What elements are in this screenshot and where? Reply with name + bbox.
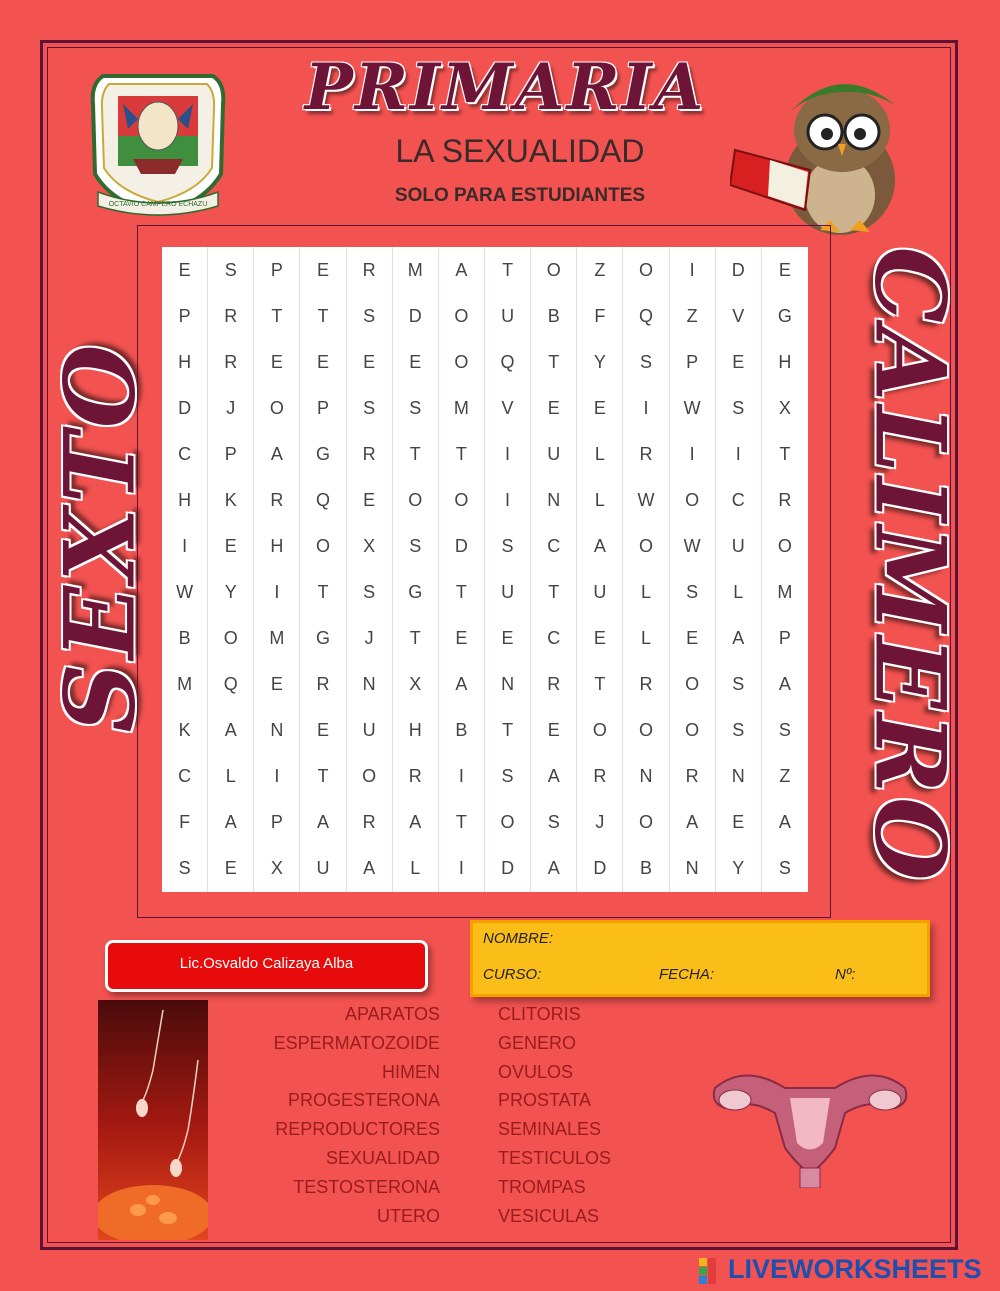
grid-cell[interactable]: D: [162, 385, 208, 431]
grid-cell[interactable]: E: [300, 247, 346, 293]
grid-cell[interactable]: N: [670, 846, 716, 892]
grid-cell[interactable]: D: [393, 293, 439, 339]
grid-cell[interactable]: S: [162, 846, 208, 892]
grid-cell[interactable]: E: [577, 616, 623, 662]
grid-cell[interactable]: P: [778, 628, 791, 649]
grid-cell[interactable]: B: [162, 616, 208, 662]
grid-cell[interactable]: E: [439, 616, 485, 662]
grid-cell[interactable]: H: [162, 477, 208, 523]
grid-cell[interactable]: T: [485, 708, 531, 754]
school-crest-logo: [83, 64, 233, 222]
grid-cell[interactable]: E: [778, 259, 791, 280]
grid-cell[interactable]: A: [439, 247, 485, 293]
grid-cell[interactable]: R: [347, 800, 393, 846]
grid-cell[interactable]: I: [670, 247, 716, 293]
grid-cell[interactable]: O: [623, 523, 669, 569]
grid-cell[interactable]: T: [439, 570, 485, 616]
word-list-item: TESTOSTERONA: [293, 1176, 440, 1197]
grid-cell[interactable]: A: [531, 754, 577, 800]
grid-cell[interactable]: T: [439, 431, 485, 477]
grid-cell[interactable]: S: [670, 570, 716, 616]
word-search-grid: [162, 247, 808, 892]
grid-cell[interactable]: X: [254, 846, 300, 892]
grid-cell[interactable]: X: [393, 662, 439, 708]
grid-cell[interactable]: G: [300, 616, 346, 662]
grid-cell[interactable]: O: [670, 662, 716, 708]
grid-cell[interactable]: W: [670, 523, 716, 569]
grid-cell[interactable]: N: [531, 477, 577, 523]
grid-cell[interactable]: T: [531, 339, 577, 385]
grid-cell[interactable]: T: [393, 431, 439, 477]
grid-cell[interactable]: A: [300, 800, 346, 846]
word-list-item: ESPERMATOZOIDE: [273, 1032, 440, 1053]
grid-cell[interactable]: T: [300, 293, 346, 339]
grid-cell[interactable]: T: [485, 247, 531, 293]
grid-cell[interactable]: S: [623, 339, 669, 385]
grid-cell[interactable]: M: [393, 247, 439, 293]
grid-cell[interactable]: Y: [716, 846, 762, 892]
grid-cell[interactable]: M: [254, 616, 300, 662]
grid-cell[interactable]: E: [347, 477, 393, 523]
liveworksheets-logo-icon: [698, 1256, 728, 1286]
audience-note: SOLO PARA ESTUDIANTES: [394, 185, 646, 206]
word-list-item: SEMINALES: [498, 1119, 602, 1140]
course-label: CURSO:: [483, 966, 542, 983]
author-label: Lic.Osvaldo Calizaya Alba: [105, 940, 428, 992]
grid-cell[interactable]: E: [716, 339, 762, 385]
grid-cell[interactable]: B: [623, 846, 669, 892]
grid-cell[interactable]: O: [777, 535, 792, 556]
grid-cell[interactable]: R: [531, 662, 577, 708]
grid-cell[interactable]: T: [577, 662, 623, 708]
grid-cell[interactable]: S: [347, 293, 393, 339]
grid-cell[interactable]: T: [531, 570, 577, 616]
grid-cell[interactable]: M: [439, 385, 485, 431]
grid-cell[interactable]: O: [623, 247, 669, 293]
grid-cell[interactable]: R: [254, 477, 300, 523]
grid-cell[interactable]: O: [670, 477, 716, 523]
grid-cell[interactable]: I: [670, 431, 716, 477]
grid-cell[interactable]: M: [777, 582, 793, 603]
grid-cell[interactable]: I: [716, 431, 762, 477]
grid-cell[interactable]: S: [208, 247, 254, 293]
grid-cell[interactable]: W: [670, 385, 716, 431]
grid-cell[interactable]: P: [670, 339, 716, 385]
page-title: PRIMARIA: [304, 50, 706, 125]
grid-cell[interactable]: E: [254, 339, 300, 385]
grid-cell[interactable]: E: [162, 247, 208, 293]
grid-cell[interactable]: S: [393, 385, 439, 431]
grid-cell[interactable]: L: [577, 477, 623, 523]
word-list-item: VESICULAS: [498, 1205, 600, 1226]
grid-cell[interactable]: A: [670, 800, 716, 846]
grid-cell[interactable]: L: [393, 846, 439, 892]
grid-cell[interactable]: O: [300, 523, 346, 569]
grid-cell[interactable]: O: [531, 247, 577, 293]
grid-cell[interactable]: S: [716, 662, 762, 708]
grid-cell[interactable]: N: [347, 662, 393, 708]
grid-cell[interactable]: A: [254, 431, 300, 477]
grid-cell[interactable]: I: [623, 385, 669, 431]
grid-cell[interactable]: E: [670, 616, 716, 662]
grid-cell[interactable]: T: [300, 754, 346, 800]
grid-cell[interactable]: D: [485, 846, 531, 892]
uterus-illustration: [705, 1058, 915, 1188]
grid-cell[interactable]: O: [623, 800, 669, 846]
grid-cell[interactable]: O: [623, 708, 669, 754]
grid-cell[interactable]: Y: [208, 570, 254, 616]
word-list-item: TROMPAS: [498, 1176, 586, 1197]
grid-cell[interactable]: I: [254, 754, 300, 800]
grid-cell[interactable]: V: [716, 293, 762, 339]
grid-cell[interactable]: T: [779, 443, 791, 464]
grid-cell[interactable]: B: [439, 708, 485, 754]
grid-cell[interactable]: N: [623, 754, 669, 800]
grid-cell[interactable]: P: [208, 431, 254, 477]
grid-cell[interactable]: U: [716, 523, 762, 569]
grid-cell[interactable]: R: [347, 431, 393, 477]
grid-cell[interactable]: D: [439, 523, 485, 569]
grid-cell[interactable]: Q: [485, 339, 531, 385]
grid-cell[interactable]: P: [254, 800, 300, 846]
grid-cell[interactable]: H: [254, 523, 300, 569]
grid-cell[interactable]: S: [347, 385, 393, 431]
grid-cell[interactable]: R: [300, 662, 346, 708]
grid-cell[interactable]: R: [347, 247, 393, 293]
grid-cell[interactable]: R: [670, 754, 716, 800]
grid-cell[interactable]: E: [577, 385, 623, 431]
grid-cell[interactable]: O: [485, 800, 531, 846]
grid-cell[interactable]: I: [162, 523, 208, 569]
grid-cell[interactable]: U: [577, 570, 623, 616]
word-list-item: GENERO: [498, 1032, 577, 1053]
grid-cell[interactable]: A: [531, 846, 577, 892]
grid-cell[interactable]: E: [531, 708, 577, 754]
number-label: Nº:: [835, 966, 856, 983]
grid-cell[interactable]: U: [347, 708, 393, 754]
grid-cell[interactable]: W: [162, 570, 208, 616]
grid-cell[interactable]: I: [439, 846, 485, 892]
grid-cell[interactable]: R: [393, 754, 439, 800]
grid-cell[interactable]: G: [777, 305, 792, 326]
grid-cell[interactable]: U: [485, 293, 531, 339]
grid-cell[interactable]: S: [347, 570, 393, 616]
grid-cell[interactable]: N: [485, 662, 531, 708]
grid-cell[interactable]: I: [439, 754, 485, 800]
grid-cell[interactable]: A: [577, 523, 623, 569]
grid-cell[interactable]: P: [300, 385, 346, 431]
grid-cell[interactable]: T: [393, 616, 439, 662]
grid-cell[interactable]: R: [778, 489, 792, 510]
word-list-item: SEXUALIDAD: [325, 1147, 440, 1168]
grid-cell[interactable]: S: [485, 523, 531, 569]
grid-cell[interactable]: S: [393, 523, 439, 569]
grid-cell[interactable]: U: [531, 431, 577, 477]
grid-cell[interactable]: O: [393, 477, 439, 523]
worksheet-subtitle: LA SEXUALIDAD: [395, 133, 645, 169]
grid-cell[interactable]: S: [531, 800, 577, 846]
grid-cell[interactable]: Q: [300, 477, 346, 523]
grid-cell[interactable]: A: [208, 800, 254, 846]
grid-cell[interactable]: T: [300, 570, 346, 616]
grid-cell[interactable]: P: [162, 293, 208, 339]
side-label-calimero: CALIMERO: [853, 246, 967, 885]
grid-cell[interactable]: Q: [208, 662, 254, 708]
grid-cell[interactable]: K: [162, 708, 208, 754]
name-label: NOMBRE:: [483, 930, 554, 947]
grid-cell[interactable]: O: [347, 754, 393, 800]
grid-cell[interactable]: L: [623, 616, 669, 662]
grid-cell[interactable]: A: [208, 708, 254, 754]
grid-cell[interactable]: E: [208, 846, 254, 892]
grid-cell[interactable]: I: [485, 477, 531, 523]
grid-cell[interactable]: C: [162, 431, 208, 477]
grid-cell[interactable]: I: [254, 570, 300, 616]
grid-cell[interactable]: R: [623, 662, 669, 708]
grid-cell[interactable]: X: [778, 397, 791, 418]
grid-cell[interactable]: O: [439, 293, 485, 339]
grid-cell[interactable]: O: [577, 708, 623, 754]
grid-cell[interactable]: A: [347, 846, 393, 892]
grid-cell[interactable]: C: [716, 477, 762, 523]
grid-cell[interactable]: L: [208, 754, 254, 800]
grid-cell[interactable]: A: [439, 662, 485, 708]
grid-cell[interactable]: E: [300, 339, 346, 385]
grid-cell[interactable]: J: [208, 385, 254, 431]
grid-cell[interactable]: S: [778, 858, 791, 879]
grid-cell[interactable]: Z: [577, 247, 623, 293]
grid-cell[interactable]: H: [393, 708, 439, 754]
grid-cell[interactable]: G: [300, 431, 346, 477]
grid-cell[interactable]: E: [716, 800, 762, 846]
grid-cell[interactable]: C: [162, 754, 208, 800]
grid-cell[interactable]: E: [208, 523, 254, 569]
grid-cell[interactable]: B: [531, 293, 577, 339]
grid-cell[interactable]: Y: [577, 339, 623, 385]
grid-cell[interactable]: E: [485, 616, 531, 662]
grid-cell[interactable]: F: [577, 293, 623, 339]
grid-cell[interactable]: R: [577, 754, 623, 800]
grid-cell[interactable]: X: [347, 523, 393, 569]
crest-lettering: OCTAVIO CAMPERO ECHAZU: [108, 201, 208, 208]
word-list-item: APARATOS: [344, 1004, 440, 1024]
owl-mascot-image: [730, 60, 908, 240]
grid-cell[interactable]: T: [254, 293, 300, 339]
grid-cell[interactable]: M: [162, 662, 208, 708]
side-label-sexto: SEXTO: [43, 340, 157, 733]
grid-cell[interactable]: J: [347, 616, 393, 662]
grid-cell[interactable]: D: [716, 247, 762, 293]
grid-cell[interactable]: R: [623, 431, 669, 477]
grid-cell[interactable]: H: [778, 351, 792, 372]
grid-cell[interactable]: S: [485, 754, 531, 800]
sperm-illustration: [98, 1000, 208, 1240]
grid-cell[interactable]: R: [208, 293, 254, 339]
word-list-item: TESTICULOS: [498, 1147, 612, 1168]
grid-cell[interactable]: N: [254, 708, 300, 754]
grid-cell[interactable]: C: [531, 616, 577, 662]
grid-cell[interactable]: S: [716, 708, 762, 754]
grid-cell[interactable]: V: [485, 385, 531, 431]
word-list-item: PROGESTERONA: [287, 1090, 440, 1111]
grid-cell[interactable]: C: [531, 523, 577, 569]
grid-cell[interactable]: S: [716, 385, 762, 431]
grid-cell[interactable]: R: [208, 339, 254, 385]
student-info-box: [470, 920, 930, 997]
grid-cell[interactable]: E: [393, 339, 439, 385]
grid-cell[interactable]: E: [347, 339, 393, 385]
grid-cell[interactable]: F: [162, 800, 208, 846]
grid-cell[interactable]: I: [485, 431, 531, 477]
grid-cell[interactable]: W: [623, 477, 669, 523]
grid-cell[interactable]: O: [670, 708, 716, 754]
grid-cell[interactable]: E: [531, 385, 577, 431]
grid-cell[interactable]: K: [208, 477, 254, 523]
grid-cell[interactable]: A: [716, 616, 762, 662]
word-list-left: [240, 1000, 440, 1230]
grid-cell[interactable]: Z: [670, 293, 716, 339]
grid-cell[interactable]: A: [778, 674, 791, 695]
grid-cell[interactable]: J: [577, 800, 623, 846]
grid-cell[interactable]: O: [208, 616, 254, 662]
grid-cell[interactable]: G: [393, 570, 439, 616]
grid-cell[interactable]: Q: [623, 293, 669, 339]
grid-cell[interactable]: L: [716, 570, 762, 616]
grid-cell[interactable]: Z: [779, 766, 791, 787]
word-list-item: PROSTATA: [498, 1090, 592, 1111]
word-list-item: REPRODUCTORES: [275, 1119, 440, 1140]
word-list-item: CLITORIS: [498, 1004, 581, 1024]
grid-cell[interactable]: E: [300, 708, 346, 754]
word-list-item: OVULOS: [498, 1061, 574, 1082]
grid-cell[interactable]: U: [485, 570, 531, 616]
grid-cell[interactable]: A: [393, 800, 439, 846]
word-list-item: UTERO: [377, 1205, 440, 1226]
grid-cell[interactable]: P: [254, 247, 300, 293]
word-list-right: [498, 1000, 698, 1230]
grid-cell[interactable]: O: [439, 477, 485, 523]
grid-cell[interactable]: T: [439, 800, 485, 846]
word-list-item: HIMEN: [382, 1061, 440, 1082]
grid-cell[interactable]: L: [623, 570, 669, 616]
grid-cell[interactable]: D: [577, 846, 623, 892]
grid-cell[interactable]: O: [254, 385, 300, 431]
grid-cell[interactable]: S: [778, 720, 791, 741]
grid-cell[interactable]: U: [300, 846, 346, 892]
grid-cell[interactable]: E: [254, 662, 300, 708]
liveworksheets-brand: LIVEWORKSHEETS: [728, 1254, 982, 1284]
grid-cell[interactable]: O: [439, 339, 485, 385]
grid-cell[interactable]: N: [716, 754, 762, 800]
grid-cell[interactable]: L: [577, 431, 623, 477]
grid-cell[interactable]: A: [778, 812, 791, 833]
grid-cell[interactable]: H: [162, 339, 208, 385]
date-label: FECHA:: [659, 966, 715, 983]
